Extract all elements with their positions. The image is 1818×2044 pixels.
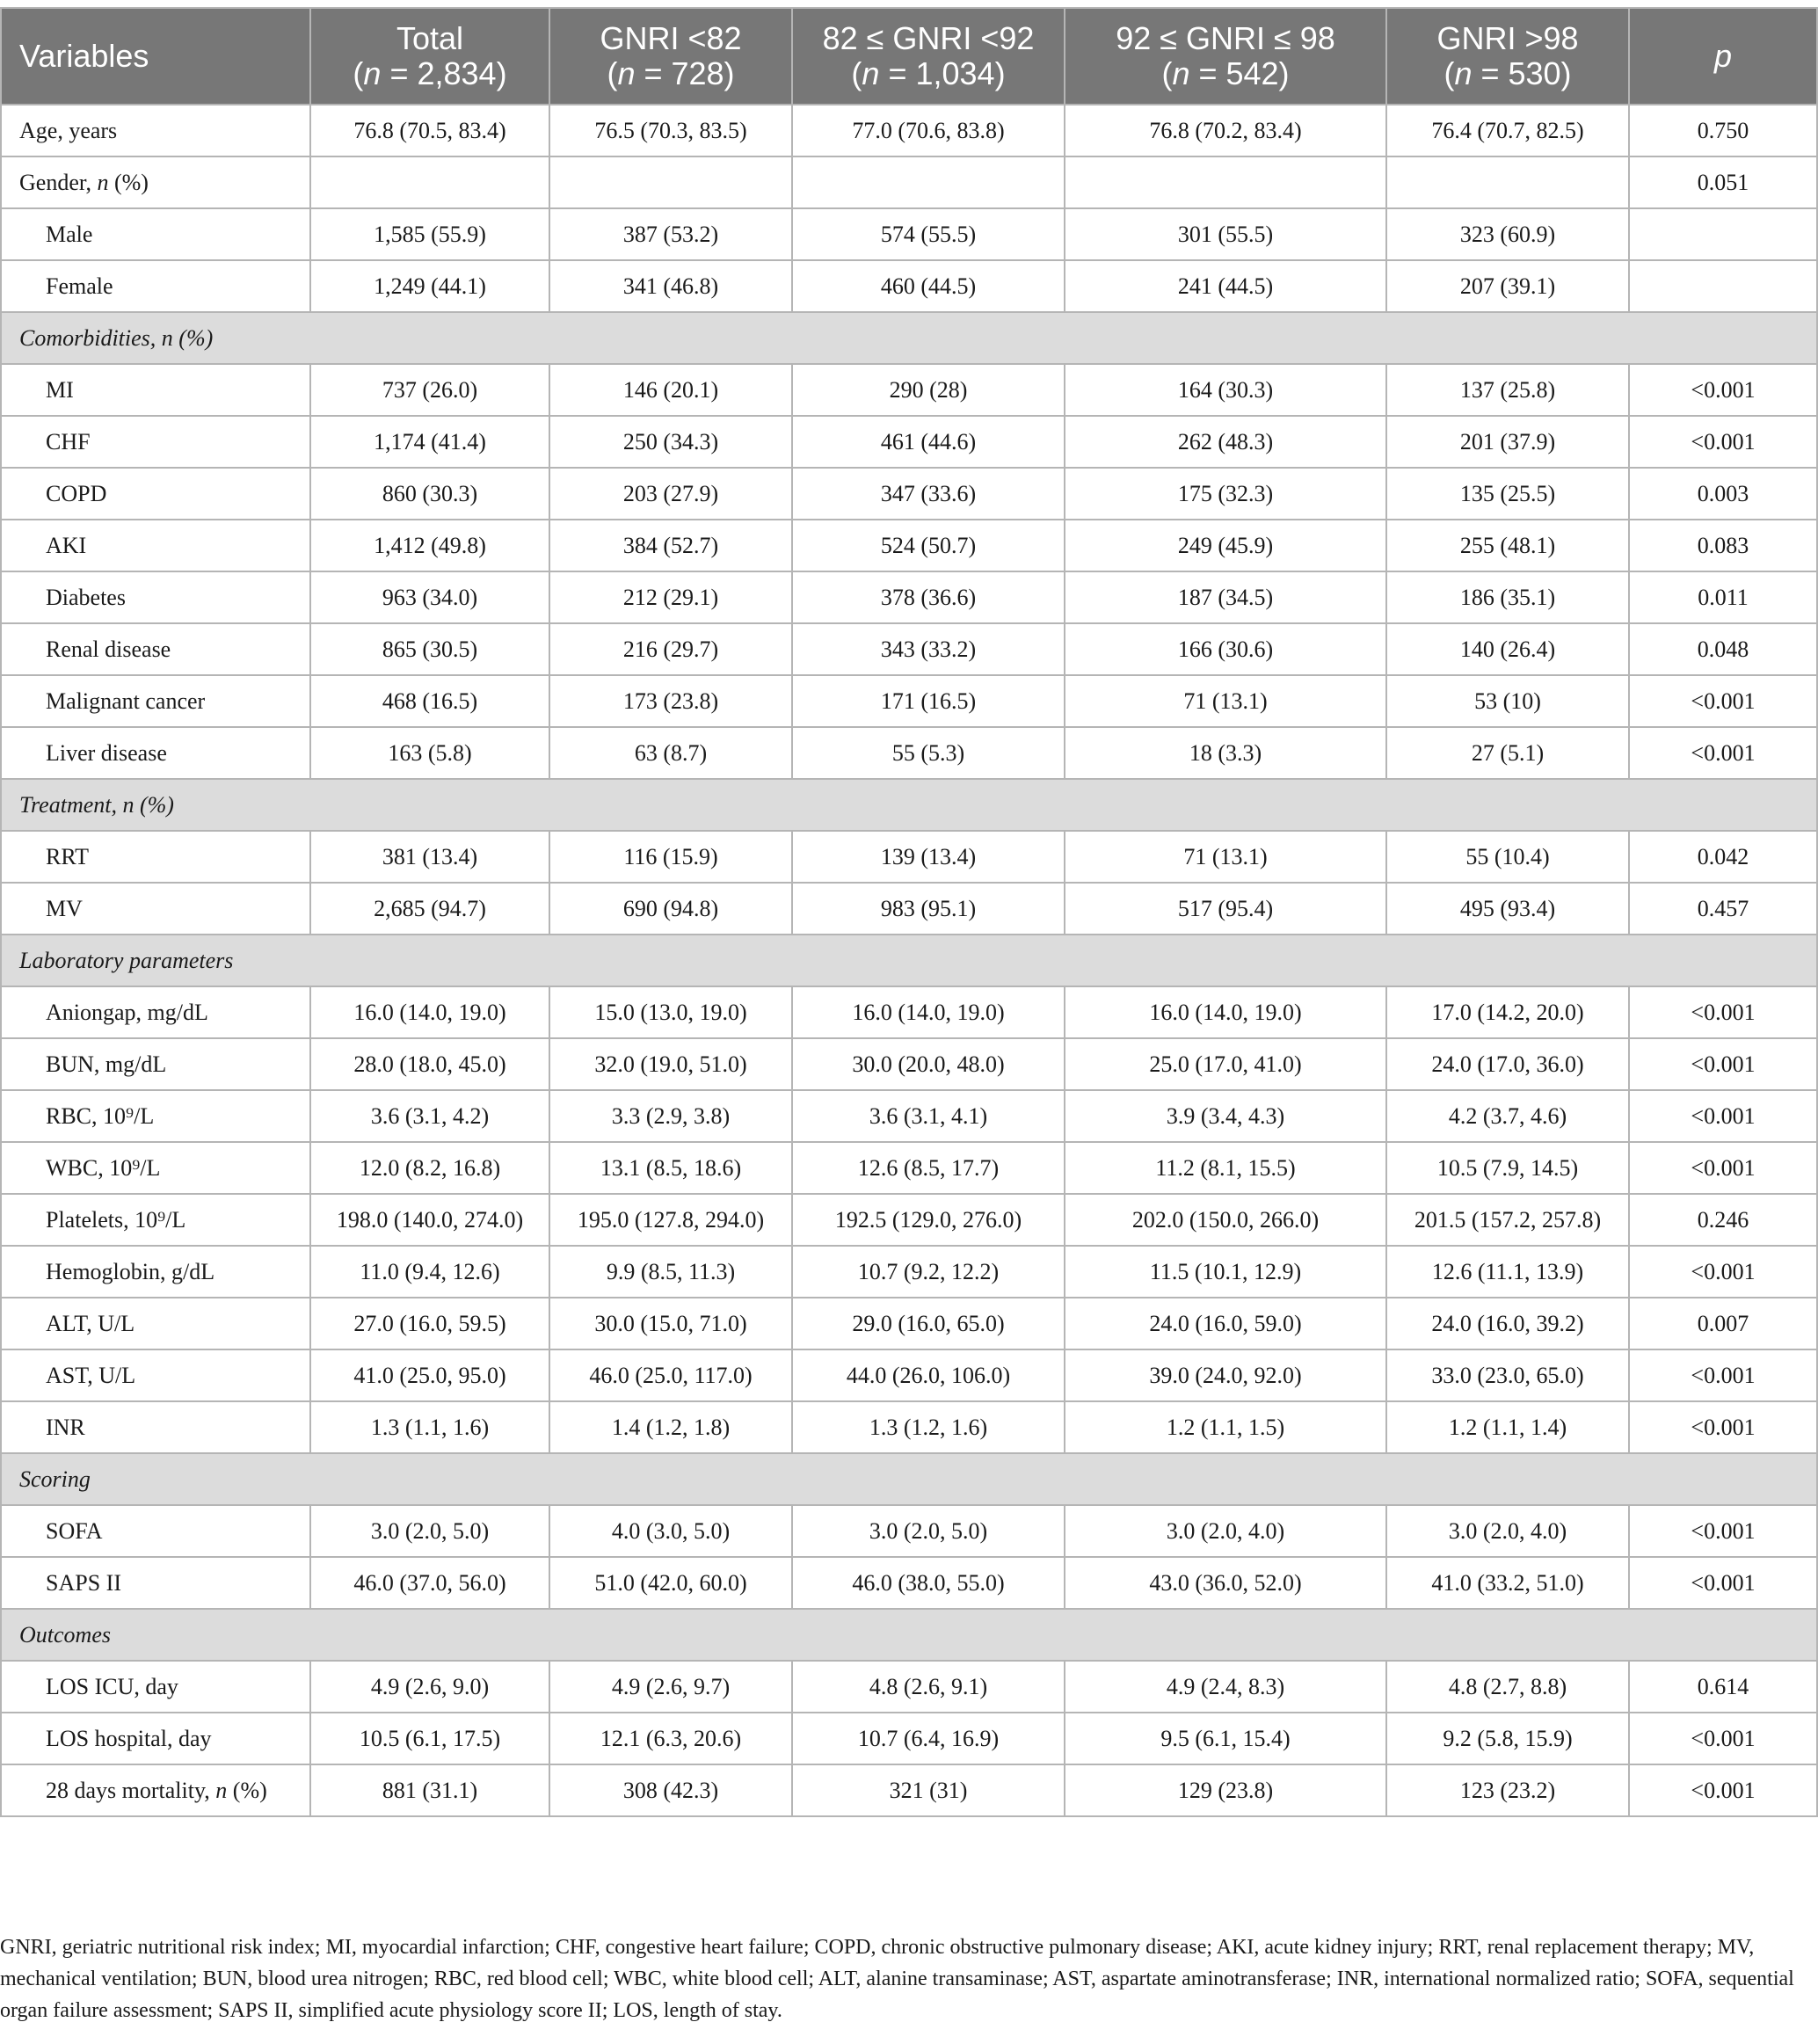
table-row: [1, 883, 1817, 935]
cell-g2: 30.0 (20.0, 48.0): [792, 1038, 1065, 1090]
cell-g2: 46.0 (38.0, 55.0): [792, 1557, 1065, 1609]
cell-g1: 250 (34.3): [549, 416, 792, 468]
cell-p: 0.051: [1629, 156, 1817, 208]
cell-g4: 255 (48.1): [1386, 520, 1629, 571]
cell-g3: 175 (32.3): [1065, 468, 1386, 520]
row-label: Aniongap, mg/dL: [1, 986, 310, 1038]
cell-g4: 123 (23.2): [1386, 1764, 1629, 1816]
table-row: [1, 208, 1817, 260]
cell-g1: 30.0 (15.0, 71.0): [549, 1298, 792, 1349]
cell-g2: 460 (44.5): [792, 260, 1065, 312]
cell-g4: 140 (26.4): [1386, 623, 1629, 675]
table-row: [1, 1505, 1817, 1557]
table-row: [1, 468, 1817, 520]
row-label: COPD: [1, 468, 310, 520]
row-label: LOS ICU, day: [1, 1661, 310, 1713]
header-gnri-82-92-name: 82 ≤ GNRI <92: [822, 20, 1035, 56]
cell-g4: 4.2 (3.7, 4.6): [1386, 1090, 1629, 1142]
cell-g1: 4.0 (3.0, 5.0): [549, 1505, 792, 1557]
cell-g3: 241 (44.5): [1065, 260, 1386, 312]
cell-total: 3.0 (2.0, 5.0): [310, 1505, 549, 1557]
row-label: AST, U/L: [1, 1349, 310, 1401]
cell-g3: 16.0 (14.0, 19.0): [1065, 986, 1386, 1038]
header-total-n: (n = 2,834): [353, 55, 507, 91]
cell-g3: 129 (23.8): [1065, 1764, 1386, 1816]
cell-total: 1,249 (44.1): [310, 260, 549, 312]
cell-g4: 9.2 (5.8, 15.9): [1386, 1713, 1629, 1764]
row-label: INR: [1, 1401, 310, 1453]
cell-g2: 12.6 (8.5, 17.7): [792, 1142, 1065, 1194]
cell-g4: 17.0 (14.2, 20.0): [1386, 986, 1629, 1038]
section-row: [1, 779, 1817, 831]
cell-total: 1.3 (1.1, 1.6): [310, 1401, 549, 1453]
cell-g1: 308 (42.3): [549, 1764, 792, 1816]
header-total-name: Total: [396, 20, 464, 56]
table-row: [1, 1038, 1817, 1090]
cell-total: 865 (30.5): [310, 623, 549, 675]
cell-g3: 71 (13.1): [1065, 675, 1386, 727]
row-label: RRT: [1, 831, 310, 883]
cell-total: [310, 156, 549, 208]
cell-g1: 12.1 (6.3, 20.6): [549, 1713, 792, 1764]
cell-g1: 15.0 (13.0, 19.0): [549, 986, 792, 1038]
cell-g2: 4.8 (2.6, 9.1): [792, 1661, 1065, 1713]
header-gnri-gt-98-n: (n = 530): [1443, 55, 1572, 91]
cell-g2: 55 (5.3): [792, 727, 1065, 779]
cell-g1: 173 (23.8): [549, 675, 792, 727]
cell-total: 381 (13.4): [310, 831, 549, 883]
cell-g1: 387 (53.2): [549, 208, 792, 260]
cell-g4: [1386, 156, 1629, 208]
cell-p: 0.007: [1629, 1298, 1817, 1349]
cell-g1: 3.3 (2.9, 3.8): [549, 1090, 792, 1142]
cell-g1: 146 (20.1): [549, 364, 792, 416]
table-row: [1, 1713, 1817, 1764]
cell-g4: 55 (10.4): [1386, 831, 1629, 883]
cell-total: 881 (31.1): [310, 1764, 549, 1816]
cell-p: 0.042: [1629, 831, 1817, 883]
cell-g2: 378 (36.6): [792, 571, 1065, 623]
table-row: [1, 1298, 1817, 1349]
cell-g2: 347 (33.6): [792, 468, 1065, 520]
cell-g2: 77.0 (70.6, 83.8): [792, 105, 1065, 156]
cell-g2: 461 (44.6): [792, 416, 1065, 468]
table-row: [1, 260, 1817, 312]
cell-g4: 201.5 (157.2, 257.8): [1386, 1194, 1629, 1246]
cell-g2: 10.7 (9.2, 12.2): [792, 1246, 1065, 1298]
cell-total: 10.5 (6.1, 17.5): [310, 1713, 549, 1764]
cell-g3: 517 (95.4): [1065, 883, 1386, 935]
section-label: Comorbidities, n (%): [1, 312, 1817, 364]
section-label: Laboratory parameters: [1, 935, 1817, 986]
cell-g2: [792, 156, 1065, 208]
header-gnri-92-98-n: (n = 542): [1161, 55, 1290, 91]
cell-g3: [1065, 156, 1386, 208]
cell-total: 11.0 (9.4, 12.6): [310, 1246, 549, 1298]
header-gnri-lt-82: [549, 8, 792, 105]
row-label: SOFA: [1, 1505, 310, 1557]
cell-total: 4.9 (2.6, 9.0): [310, 1661, 549, 1713]
section-label: Treatment, n (%): [1, 779, 1817, 831]
header-gnri-82-92-n: (n = 1,034): [851, 55, 1006, 91]
table-row: [1, 571, 1817, 623]
cell-g2: 139 (13.4): [792, 831, 1065, 883]
cell-g3: 187 (34.5): [1065, 571, 1386, 623]
cell-total: 3.6 (3.1, 4.2): [310, 1090, 549, 1142]
cell-g1: [549, 156, 792, 208]
cell-g3: 11.5 (10.1, 12.9): [1065, 1246, 1386, 1298]
table-row: [1, 1661, 1817, 1713]
row-label: Gender, n (%): [1, 156, 310, 208]
cell-total: 198.0 (140.0, 274.0): [310, 1194, 549, 1246]
table-row: [1, 1090, 1817, 1142]
cell-g1: 116 (15.9): [549, 831, 792, 883]
cell-total: 28.0 (18.0, 45.0): [310, 1038, 549, 1090]
row-label: Age, years: [1, 105, 310, 156]
row-label: Platelets, 10⁹/L: [1, 1194, 310, 1246]
cell-total: 2,685 (94.7): [310, 883, 549, 935]
row-label: WBC, 10⁹/L: [1, 1142, 310, 1194]
cell-g4: 4.8 (2.7, 8.8): [1386, 1661, 1629, 1713]
cell-g1: 384 (52.7): [549, 520, 792, 571]
cell-g3: 43.0 (36.0, 52.0): [1065, 1557, 1386, 1609]
header-gnri-82-92: [792, 8, 1065, 105]
cell-g2: 574 (55.5): [792, 208, 1065, 260]
cell-g1: 212 (29.1): [549, 571, 792, 623]
baseline-characteristics-table: [0, 7, 1818, 1817]
cell-p: 0.246: [1629, 1194, 1817, 1246]
table-row: [1, 156, 1817, 208]
cell-g3: 24.0 (16.0, 59.0): [1065, 1298, 1386, 1349]
table-row: [1, 831, 1817, 883]
cell-g4: 201 (37.9): [1386, 416, 1629, 468]
header-gnri-gt-98-name: GNRI >98: [1436, 20, 1579, 56]
row-label: Female: [1, 260, 310, 312]
cell-g3: 25.0 (17.0, 41.0): [1065, 1038, 1386, 1090]
cell-p: <0.001: [1629, 1090, 1817, 1142]
cell-p: 0.614: [1629, 1661, 1817, 1713]
cell-g3: 3.9 (3.4, 4.3): [1065, 1090, 1386, 1142]
cell-p: <0.001: [1629, 364, 1817, 416]
row-label: Hemoglobin, g/dL: [1, 1246, 310, 1298]
cell-g3: 39.0 (24.0, 92.0): [1065, 1349, 1386, 1401]
cell-g3: 262 (48.3): [1065, 416, 1386, 468]
cell-total: 737 (26.0): [310, 364, 549, 416]
cell-g4: 495 (93.4): [1386, 883, 1629, 935]
cell-total: 163 (5.8): [310, 727, 549, 779]
table-row: [1, 623, 1817, 675]
cell-g2: 10.7 (6.4, 16.9): [792, 1713, 1065, 1764]
cell-p: <0.001: [1629, 1349, 1817, 1401]
row-label: Diabetes: [1, 571, 310, 623]
cell-g3: 202.0 (150.0, 266.0): [1065, 1194, 1386, 1246]
header-variables-text: Variables: [19, 38, 149, 74]
row-label: Liver disease: [1, 727, 310, 779]
cell-g1: 341 (46.8): [549, 260, 792, 312]
cell-p: <0.001: [1629, 1557, 1817, 1609]
cell-p: <0.001: [1629, 416, 1817, 468]
cell-p: 0.011: [1629, 571, 1817, 623]
cell-g4: 10.5 (7.9, 14.5): [1386, 1142, 1629, 1194]
cell-g1: 51.0 (42.0, 60.0): [549, 1557, 792, 1609]
cell-g2: 983 (95.1): [792, 883, 1065, 935]
table-row: [1, 675, 1817, 727]
table-row: [1, 520, 1817, 571]
table-row: [1, 416, 1817, 468]
section-label: Outcomes: [1, 1609, 1817, 1661]
table-row: [1, 1194, 1817, 1246]
cell-g1: 195.0 (127.8, 294.0): [549, 1194, 792, 1246]
cell-g1: 63 (8.7): [549, 727, 792, 779]
row-label: SAPS II: [1, 1557, 310, 1609]
cell-g3: 9.5 (6.1, 15.4): [1065, 1713, 1386, 1764]
table-row: [1, 1557, 1817, 1609]
cell-g2: 1.3 (1.2, 1.6): [792, 1401, 1065, 1453]
cell-g2: 29.0 (16.0, 65.0): [792, 1298, 1065, 1349]
cell-g2: 321 (31): [792, 1764, 1065, 1816]
header-gnri-lt-82-n: (n = 728): [607, 55, 735, 91]
row-label: Renal disease: [1, 623, 310, 675]
row-label: BUN, mg/dL: [1, 1038, 310, 1090]
table-row: [1, 105, 1817, 156]
table-row: [1, 986, 1817, 1038]
header-row: [1, 8, 1817, 105]
cell-total: 76.8 (70.5, 83.4): [310, 105, 549, 156]
cell-g2: 524 (50.7): [792, 520, 1065, 571]
cell-g3: 3.0 (2.0, 4.0): [1065, 1505, 1386, 1557]
cell-g4: 41.0 (33.2, 51.0): [1386, 1557, 1629, 1609]
cell-p: <0.001: [1629, 1246, 1817, 1298]
cell-g4: 1.2 (1.1, 1.4): [1386, 1401, 1629, 1453]
cell-p: <0.001: [1629, 727, 1817, 779]
table-row: [1, 364, 1817, 416]
table-footnote: GNRI, geriatric nutritional risk index; MI, myocardial infarction; CHF, congestive heart failure; COPD, chronic obstructive pulmonary disease; AKI, acute kidney injury; RRT, renal replacement therapy; MV, mechanical ventilation; BUN, blood urea nitrogen; RBC, red blood cell; WBC, white blood cell; ALT, alanine transaminase; AST, aspartate aminotransferase; INR, international normalized ratio; SOFA, sequential organ failure assessment; SAPS II, simplified acute physiology score II; LOS, length of stay.: [0, 1936, 1794, 2022]
cell-g1: 4.9 (2.6, 9.7): [549, 1661, 792, 1713]
cell-p: <0.001: [1629, 986, 1817, 1038]
cell-g4: 137 (25.8): [1386, 364, 1629, 416]
cell-g3: 76.8 (70.2, 83.4): [1065, 105, 1386, 156]
cell-p: <0.001: [1629, 1505, 1817, 1557]
table-row: [1, 1764, 1817, 1816]
row-label: MV: [1, 883, 310, 935]
table-body: [1, 105, 1817, 1816]
cell-p: [1629, 208, 1817, 260]
cell-p: <0.001: [1629, 1038, 1817, 1090]
cell-g1: 76.5 (70.3, 83.5): [549, 105, 792, 156]
cell-p: 0.003: [1629, 468, 1817, 520]
cell-g4: 323 (60.9): [1386, 208, 1629, 260]
cell-g4: 207 (39.1): [1386, 260, 1629, 312]
cell-p: 0.457: [1629, 883, 1817, 935]
section-row: [1, 1609, 1817, 1661]
cell-p: <0.001: [1629, 1764, 1817, 1816]
cell-g3: 301 (55.5): [1065, 208, 1386, 260]
cell-g4: 12.6 (11.1, 13.9): [1386, 1246, 1629, 1298]
header-p: [1629, 8, 1817, 105]
header-variables: [1, 8, 310, 105]
cell-total: 12.0 (8.2, 16.8): [310, 1142, 549, 1194]
cell-p: 0.048: [1629, 623, 1817, 675]
row-label: CHF: [1, 416, 310, 468]
cell-g2: 44.0 (26.0, 106.0): [792, 1349, 1065, 1401]
section-row: [1, 312, 1817, 364]
section-row: [1, 935, 1817, 986]
header-gnri-lt-82-name: GNRI <82: [600, 20, 742, 56]
cell-p: [1629, 260, 1817, 312]
header-gnri-gt-98: [1386, 8, 1629, 105]
row-label: AKI: [1, 520, 310, 571]
cell-g3: 166 (30.6): [1065, 623, 1386, 675]
cell-g3: 71 (13.1): [1065, 831, 1386, 883]
cell-p: <0.001: [1629, 1401, 1817, 1453]
cell-g1: 690 (94.8): [549, 883, 792, 935]
cell-p: <0.001: [1629, 1142, 1817, 1194]
row-label: 28 days mortality, n (%): [1, 1764, 310, 1816]
cell-g1: 9.9 (8.5, 11.3): [549, 1246, 792, 1298]
table-header: [1, 8, 1817, 105]
cell-g4: 135 (25.5): [1386, 468, 1629, 520]
header-gnri-92-98-name: 92 ≤ GNRI ≤ 98: [1116, 20, 1335, 56]
cell-g2: 192.5 (129.0, 276.0): [792, 1194, 1065, 1246]
cell-g4: 27 (5.1): [1386, 727, 1629, 779]
cell-total: 860 (30.3): [310, 468, 549, 520]
table-row: [1, 727, 1817, 779]
table-row: [1, 1246, 1817, 1298]
cell-p: <0.001: [1629, 675, 1817, 727]
header-total: [310, 8, 549, 105]
cell-g4: 24.0 (16.0, 39.2): [1386, 1298, 1629, 1349]
cell-g3: 249 (45.9): [1065, 520, 1386, 571]
cell-g2: 3.0 (2.0, 5.0): [792, 1505, 1065, 1557]
header-p-text: p: [1713, 38, 1733, 74]
cell-p: 0.083: [1629, 520, 1817, 571]
cell-g4: 76.4 (70.7, 82.5): [1386, 105, 1629, 156]
cell-total: 1,412 (49.8): [310, 520, 549, 571]
cell-g4: 186 (35.1): [1386, 571, 1629, 623]
cell-g1: 203 (27.9): [549, 468, 792, 520]
row-label: LOS hospital, day: [1, 1713, 310, 1764]
cell-g4: 3.0 (2.0, 4.0): [1386, 1505, 1629, 1557]
row-label: ALT, U/L: [1, 1298, 310, 1349]
header-gnri-92-98: [1065, 8, 1386, 105]
cell-g3: 4.9 (2.4, 8.3): [1065, 1661, 1386, 1713]
cell-total: 1,585 (55.9): [310, 208, 549, 260]
cell-g1: 32.0 (19.0, 51.0): [549, 1038, 792, 1090]
cell-total: 41.0 (25.0, 95.0): [310, 1349, 549, 1401]
table-row: [1, 1401, 1817, 1453]
cell-g4: 33.0 (23.0, 65.0): [1386, 1349, 1629, 1401]
table-row: [1, 1349, 1817, 1401]
cell-total: 16.0 (14.0, 19.0): [310, 986, 549, 1038]
row-label: RBC, 10⁹/L: [1, 1090, 310, 1142]
cell-g3: 1.2 (1.1, 1.5): [1065, 1401, 1386, 1453]
cell-total: 468 (16.5): [310, 675, 549, 727]
cell-g4: 53 (10): [1386, 675, 1629, 727]
cell-g1: 13.1 (8.5, 18.6): [549, 1142, 792, 1194]
table-row: [1, 1142, 1817, 1194]
section-label: Scoring: [1, 1453, 1817, 1505]
cell-g1: 46.0 (25.0, 117.0): [549, 1349, 792, 1401]
cell-total: 1,174 (41.4): [310, 416, 549, 468]
cell-g2: 343 (33.2): [792, 623, 1065, 675]
section-row: [1, 1453, 1817, 1505]
row-label: Male: [1, 208, 310, 260]
cell-g1: 1.4 (1.2, 1.8): [549, 1401, 792, 1453]
cell-g3: 11.2 (8.1, 15.5): [1065, 1142, 1386, 1194]
cell-g3: 164 (30.3): [1065, 364, 1386, 416]
cell-p: 0.750: [1629, 105, 1817, 156]
cell-g2: 290 (28): [792, 364, 1065, 416]
cell-g1: 216 (29.7): [549, 623, 792, 675]
row-label: Malignant cancer: [1, 675, 310, 727]
cell-total: 27.0 (16.0, 59.5): [310, 1298, 549, 1349]
cell-g2: 16.0 (14.0, 19.0): [792, 986, 1065, 1038]
cell-g2: 3.6 (3.1, 4.1): [792, 1090, 1065, 1142]
cell-p: <0.001: [1629, 1713, 1817, 1764]
cell-g2: 171 (16.5): [792, 675, 1065, 727]
cell-g3: 18 (3.3): [1065, 727, 1386, 779]
cell-total: 963 (34.0): [310, 571, 549, 623]
cell-total: 46.0 (37.0, 56.0): [310, 1557, 549, 1609]
row-label: MI: [1, 364, 310, 416]
cell-g4: 24.0 (17.0, 36.0): [1386, 1038, 1629, 1090]
